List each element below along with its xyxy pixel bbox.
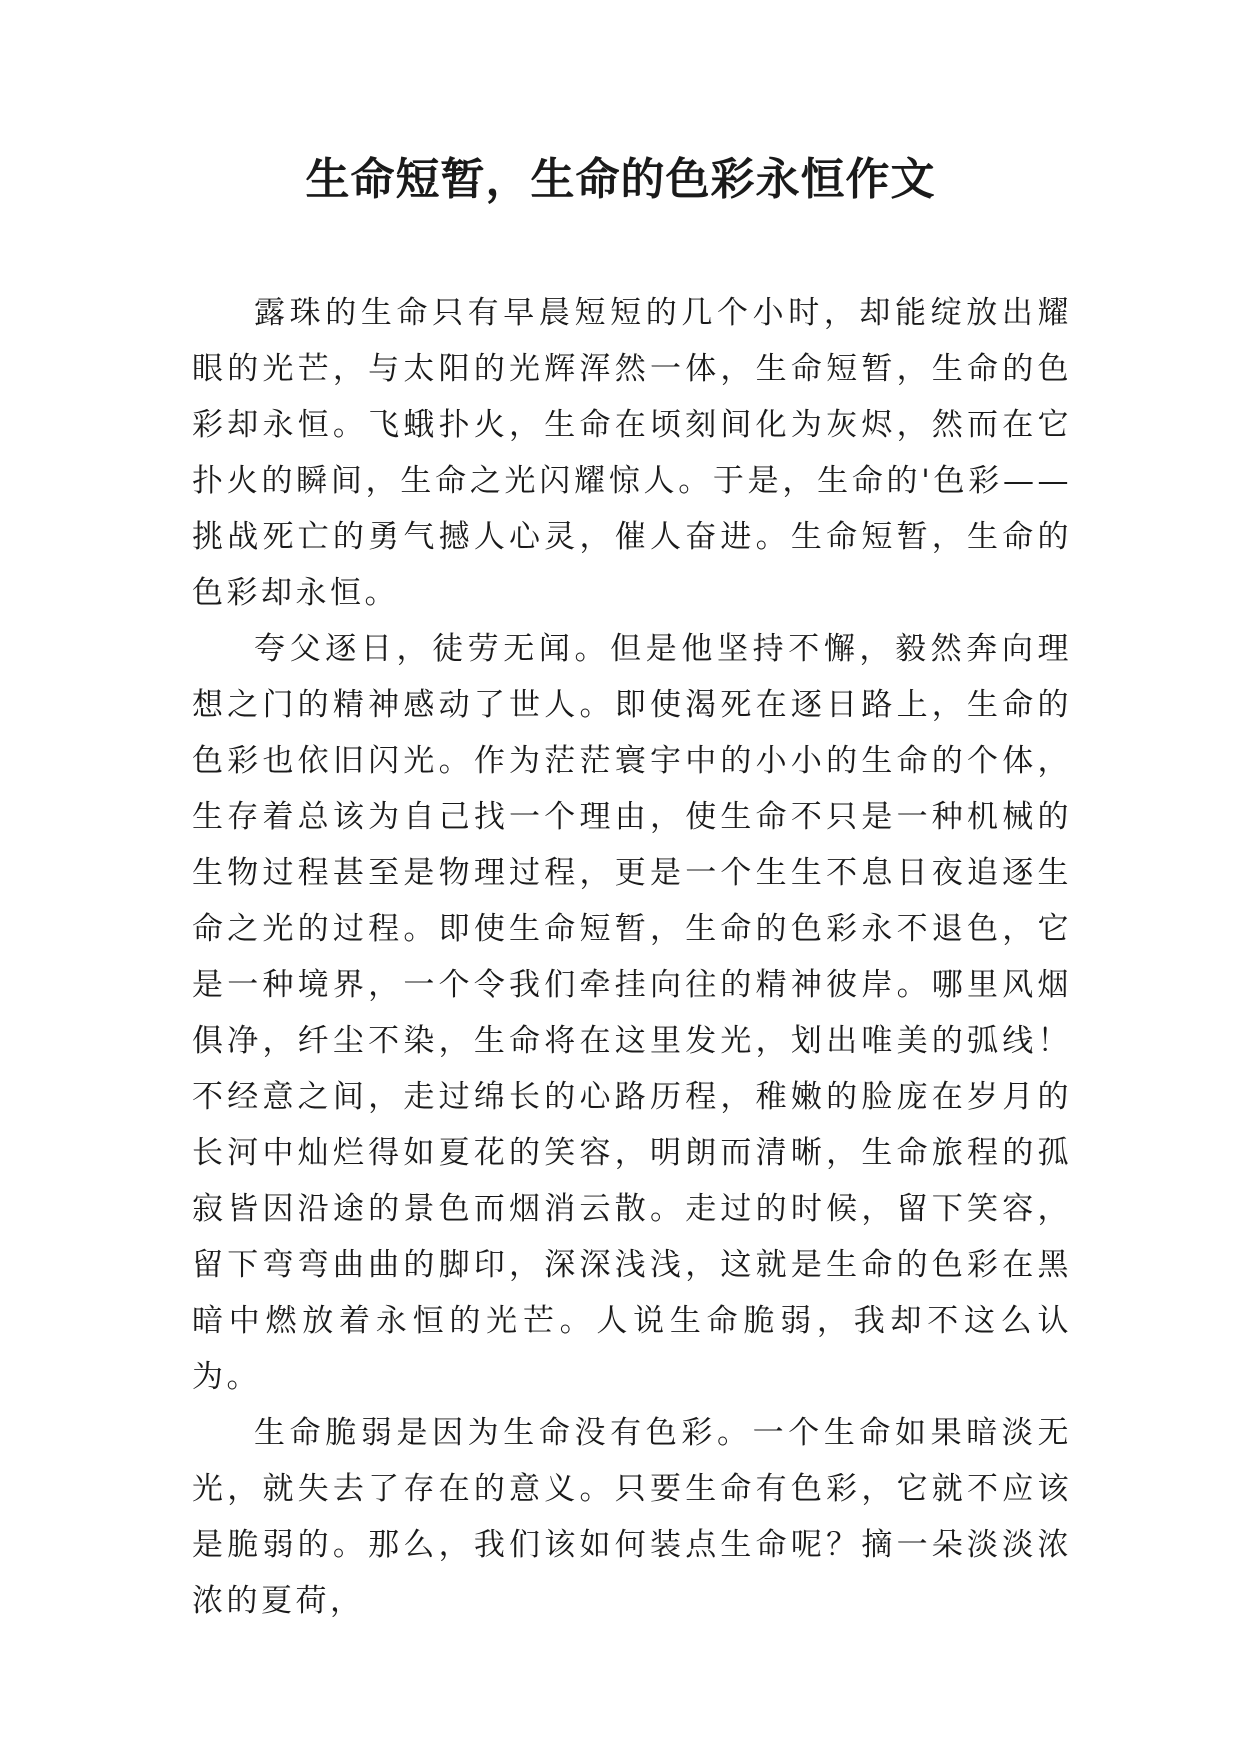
paragraph: 夸父逐日，徒劳无闻。但是他坚持不懈，毅然奔向理想之门的精神感动了世人。即使渴死在逐日路上，生命的色彩也依旧闪光。作为茫茫寰宇中的小小的生命的个体，生存着总该为自己找一个理由，使生命不只是一种机械的生物过程甚至是物理过程，更是一个生生不息日夜追逐生命之光的过程。即使生命短暂，生命的色彩永不退色，它是一种境界，一个令我们牵挂向往的精神彼岸。哪里风烟俱净，纤尘不染，生命将在这里发光，划出唯美的弧线！不经意之间，走过绵长的心路历程，稚嫩的脸庞在岁月的长河中灿烂得如夏花的笑容，明朗而清晰，生命旅程的孤寂皆因沿途的景色而烟消云散。走过的时候，留下笑容，留下弯弯曲曲的脚印，深深浅浅，这就是生命的色彩在黑暗中燃放着永恒的光芒。人说生命脆弱，我却不这么认为。: [192, 631, 1072, 1395]
document-title: 生命短暂，生命的色彩永恒作文: [305, 154, 936, 205]
paragraph: 生命脆弱是因为生命没有色彩。一个生命如果暗淡无光，就失去了存在的意义。只要生命有色彩，它就不应该是脆弱的。那么，我们该如何装点生命呢？摘一朵淡淡浓浓的夏荷，: [192, 1415, 1072, 1619]
paragraph: 露珠的生命只有早晨短短的几个小时，却能绽放出耀眼的光芒，与太阳的光辉浑然一体，生命短暂，生命的色彩却永恒。飞蛾扑火，生命在顷刻间化为灰烬，然而在它扑火的瞬间，生命之光闪耀惊人。于是，生命的'色彩——挑战死亡的勇气撼人心灵，催人奋进。生命短暂，生命的色彩却永恒。: [192, 295, 1072, 611]
document-body: [192, 285, 1072, 1629]
